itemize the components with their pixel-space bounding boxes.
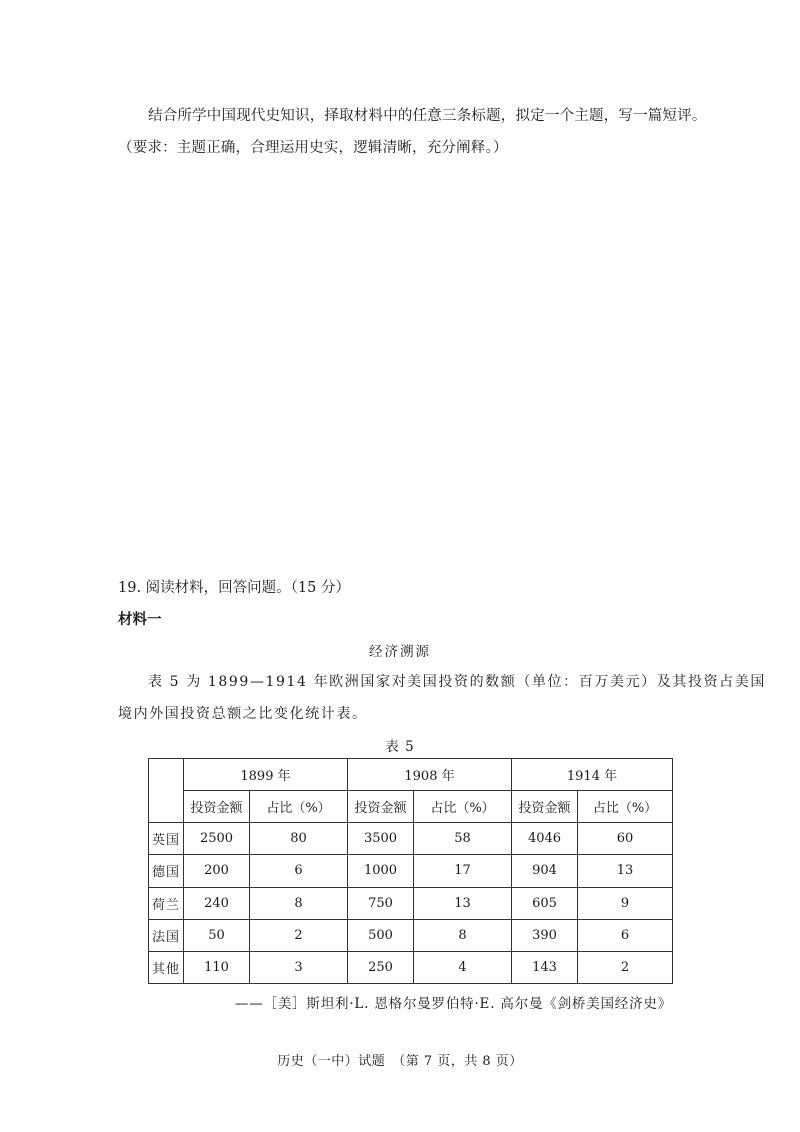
- table-cell: 143: [512, 951, 578, 983]
- table-row: [149, 887, 673, 919]
- table-cell: 6: [250, 855, 348, 887]
- column-header: 投资金额: [348, 791, 414, 823]
- question-19-heading: 19. 阅读材料，回答问题。（15 分）: [118, 580, 350, 596]
- table-cell: 50: [184, 919, 250, 951]
- table-cell: 1000: [348, 855, 414, 887]
- page-footer: 历史（一中）试题 （第 7 页，共 8 页）: [277, 1054, 523, 1069]
- table-cell: 904: [512, 855, 578, 887]
- table-cell: 390: [512, 919, 578, 951]
- table-year-header-row: [149, 759, 673, 791]
- row-label: 德国: [149, 855, 184, 887]
- table-caption: 表 5: [385, 739, 415, 755]
- table-cell: 60: [578, 823, 673, 855]
- material-label: 材料一: [118, 612, 162, 628]
- table-cell: 4046: [512, 823, 578, 855]
- table-cell: 110: [184, 951, 250, 983]
- column-header: 投资金额: [512, 791, 578, 823]
- table-cell: 750: [348, 887, 414, 919]
- row-label: 其他: [149, 951, 184, 983]
- intro-line-2: 境内外国投资总额之比变化统计表。: [118, 706, 368, 722]
- table-cell: 2: [250, 919, 348, 951]
- table-cell: 500: [348, 919, 414, 951]
- year-header: 1914 年: [512, 759, 673, 791]
- table-cell: 13: [414, 887, 512, 919]
- prompt-line-1: 结合所学中国现代史知识，择取材料中的任意三条标题，拟定一个主题，写一篇短评。: [148, 108, 707, 124]
- table-cell: 3: [250, 951, 348, 983]
- table-cell: 2500: [184, 823, 250, 855]
- year-header: 1908 年: [348, 759, 512, 791]
- intro-line-1: 表 5 为 1899—1914 年欧洲国家对美国投资的数额（单位：百万美元）及其投资占美国: [148, 674, 766, 690]
- table-cell: 605: [512, 887, 578, 919]
- table-corner-cell: [149, 759, 184, 823]
- column-header: 占比（%）: [414, 791, 512, 823]
- column-header: 占比（%）: [578, 791, 673, 823]
- prompt-line-2: （要求：主题正确，合理运用史实，逻辑清晰，充分阐释。）: [118, 140, 508, 156]
- table-cell: 17: [414, 855, 512, 887]
- table-row: [149, 919, 673, 951]
- table-cell: 58: [414, 823, 512, 855]
- table-subheader-row: [149, 791, 673, 823]
- table-cell: 2: [578, 951, 673, 983]
- material-title: 经济溯源: [369, 644, 431, 660]
- year-header: 1899 年: [184, 759, 348, 791]
- column-header: 占比（%）: [250, 791, 348, 823]
- table-cell: 13: [578, 855, 673, 887]
- table-cell: 9: [578, 887, 673, 919]
- table-cell: 240: [184, 887, 250, 919]
- column-header: 投资金额: [184, 791, 250, 823]
- table-cell: 4: [414, 951, 512, 983]
- investment-table: [148, 758, 673, 984]
- row-label: 英国: [149, 823, 184, 855]
- table-cell: 250: [348, 951, 414, 983]
- table-row: [149, 951, 673, 983]
- table-cell: 3500: [348, 823, 414, 855]
- table-cell: 6: [578, 919, 673, 951]
- row-label: 法国: [149, 919, 184, 951]
- table-cell: 8: [250, 887, 348, 919]
- source-citation: ——［美］斯坦利·L. 恩格尔曼罗伯特·E. 高尔曼《剑桥美国经济史》: [234, 996, 672, 1012]
- row-label: 荷兰: [149, 887, 184, 919]
- table-row: [149, 855, 673, 887]
- table-row: [149, 823, 673, 855]
- table-cell: 80: [250, 823, 348, 855]
- table-cell: 200: [184, 855, 250, 887]
- table-cell: 8: [414, 919, 512, 951]
